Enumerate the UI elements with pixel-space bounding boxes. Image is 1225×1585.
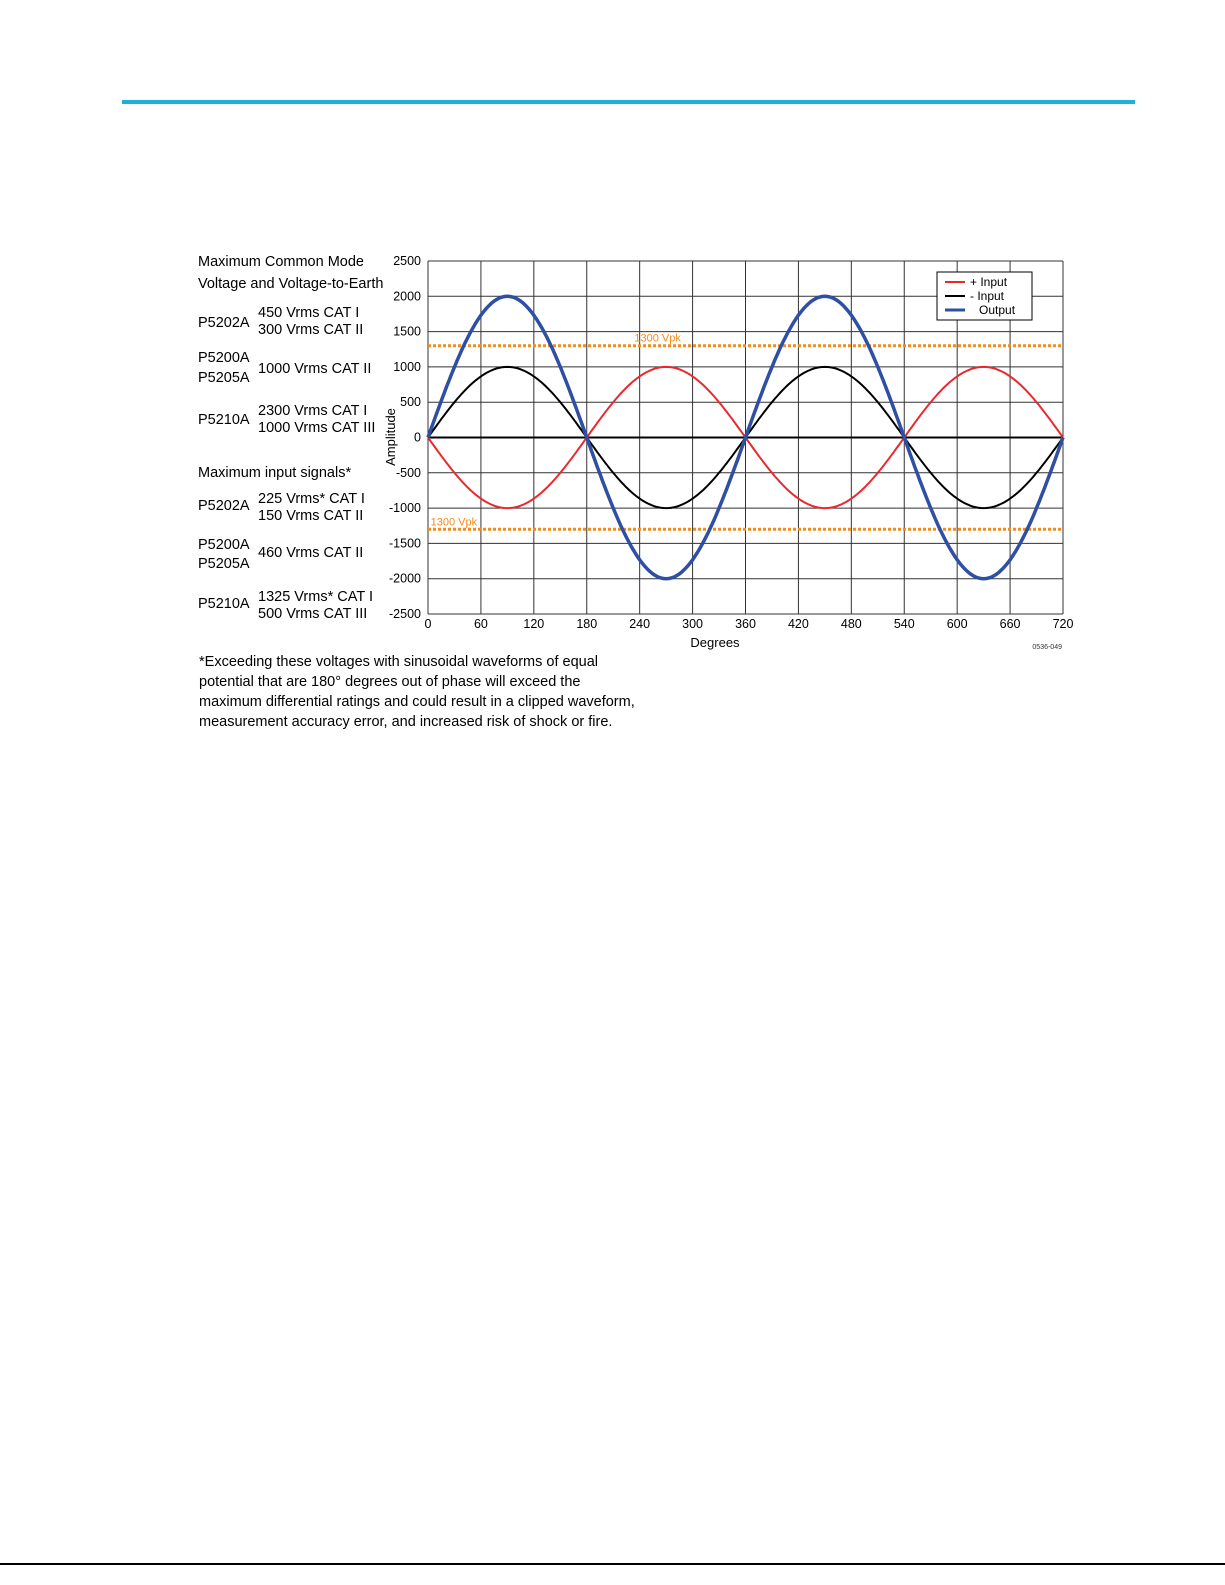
y-tick-label: 2000: [393, 289, 421, 304]
inp-model-p5205a: P5205A: [198, 556, 250, 572]
x-tick-label: 180: [576, 617, 598, 631]
footer-rule: [0, 1563, 1225, 1565]
cm-model-p5205a: P5205A: [198, 370, 250, 386]
y-tick-label: 0: [414, 430, 421, 445]
reference-line-label: 1300 Vpk: [634, 332, 681, 345]
cm-rating: 1000 Vrms CAT II: [258, 361, 372, 377]
x-tick-label: 720: [1052, 617, 1074, 631]
x-tick-label: 420: [787, 617, 809, 631]
x-tick-label: 300: [682, 617, 704, 631]
footnote-line: measurement accuracy error, and increased risk of shock or fire.: [199, 714, 613, 730]
x-tick-label: 480: [840, 617, 862, 631]
common-mode-heading-line2: Voltage and Voltage-to-Earth: [198, 276, 384, 292]
legend-label: Output: [979, 303, 1016, 317]
input-signals-heading: Maximum input signals*: [198, 465, 352, 481]
x-tick-label: 0: [424, 617, 432, 631]
cm-rating: 300 Vrms CAT II: [258, 322, 364, 338]
y-axis-label: Amplitude: [383, 408, 398, 466]
y-tick-label: -1500: [389, 536, 421, 551]
cm-rating: 450 Vrms CAT I: [258, 305, 360, 321]
inp-rating: 500 Vrms CAT III: [258, 606, 368, 622]
y-tick-label: 1000: [393, 359, 421, 374]
common-mode-heading-line1: Maximum Common Mode: [198, 254, 364, 270]
y-tick-label: 1500: [393, 324, 421, 339]
y-tick-label: -500: [395, 465, 421, 480]
y-tick-label: 2500: [393, 254, 421, 268]
footnote: [199, 652, 659, 732]
inp-model-p5210a: P5210A: [198, 596, 250, 612]
waveform-chart: [0, 0, 1225, 700]
cm-model-p5210a: P5210A: [198, 412, 250, 428]
footnote-line: maximum differential ratings and could result in a clipped waveform,: [199, 694, 635, 710]
inp-rating: 225 Vrms* CAT I: [258, 491, 365, 507]
x-tick-label: 60: [473, 617, 488, 631]
footnote-line: *Exceeding these voltages with sinusoidal waveforms of equal: [199, 654, 598, 670]
cm-rating: 2300 Vrms CAT I: [258, 403, 368, 419]
y-tick-label: -1000: [389, 501, 421, 516]
legend-label: - Input: [970, 289, 1005, 303]
y-tick-label: -2000: [389, 571, 421, 586]
cm-model-p5202a: P5202A: [198, 315, 250, 331]
y-tick-label: -2500: [389, 607, 421, 621]
inp-rating: 1325 Vrms* CAT I: [258, 589, 373, 605]
x-tick-label: 600: [946, 617, 968, 631]
figure-id: 0536-049: [1032, 644, 1062, 651]
inp-model-p5202a: P5202A: [198, 498, 250, 514]
y-tick-label: 500: [400, 395, 421, 410]
x-axis-label: Degrees: [690, 635, 740, 650]
x-tick-label: 660: [999, 617, 1021, 631]
x-tick-label: 120: [523, 617, 545, 631]
cm-model-p5200a: P5200A: [198, 350, 250, 366]
x-tick-label: 240: [629, 617, 651, 631]
inp-model-p5200a: P5200A: [198, 537, 250, 553]
legend: [937, 272, 1032, 320]
cm-rating: 1000 Vrms CAT III: [258, 420, 376, 436]
reference-line-label: 1300 Vpk: [430, 516, 478, 529]
legend-label: + Input: [970, 275, 1008, 289]
inp-rating: 460 Vrms CAT II: [258, 545, 364, 561]
footnote-line: potential that are 180° degrees out of phase will exceed the: [199, 674, 581, 690]
x-tick-label: 540: [893, 617, 915, 631]
inp-rating: 150 Vrms CAT II: [258, 508, 364, 524]
x-tick-label: 360: [735, 617, 756, 631]
